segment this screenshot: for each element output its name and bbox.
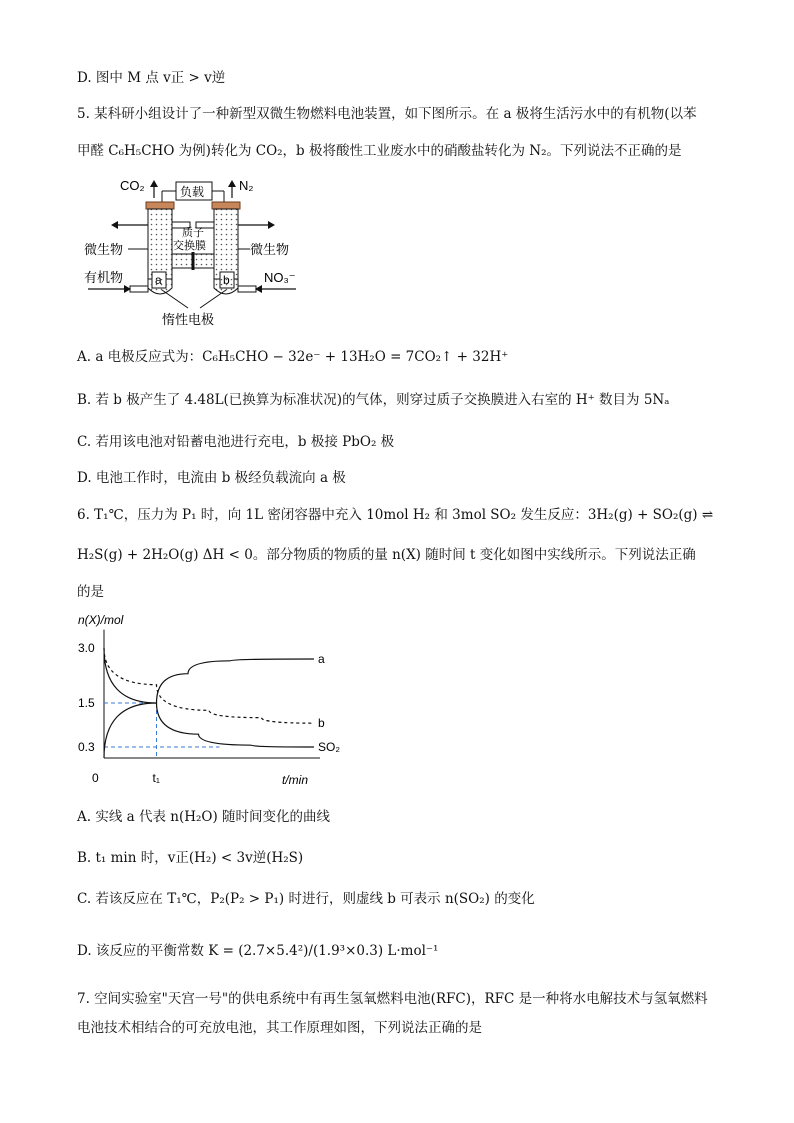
- series-line-0: [104, 659, 314, 758]
- q5-stem-line1: 5. 某科研小组设计了一种新型双微生物燃料电池装置，如下图所示。在 a 极将生活污水中的有机物(以苯: [77, 106, 697, 122]
- x-tick-label: t₁: [152, 771, 160, 785]
- series-label-1: b: [318, 716, 325, 731]
- q5-option-d: D. 电池工作时，电流由 b 极经负载流向 a 极: [77, 470, 346, 486]
- y-axis-label: n(X)/mol: [78, 613, 124, 627]
- x-axis-label: t/min: [282, 773, 309, 787]
- co2-label: CO₂: [120, 178, 145, 193]
- q6-chart: [74, 610, 340, 792]
- q5-stem-line2: 甲醛 C₆H₅CHO 为例)转化为 CO₂，b 极将酸性工业废水中的硝酸盐转化为 N₂。下列说法不正确的是: [77, 143, 682, 159]
- membrane-label-2: 交换膜: [173, 240, 206, 252]
- q6-option-b: B. t₁ min 时，v正(H₂) < 3v逆(H₂S): [77, 850, 304, 866]
- membrane-label-1: 质子: [182, 227, 204, 239]
- microbe-right-label: 微生物: [250, 242, 290, 257]
- q7-stem-line2: 电池技术相结合的可充放电池，其工作原理如图，下列说法正确的是: [77, 1020, 482, 1036]
- q6-stem-line2: H₂S(g) + 2H₂O(g) ΔH < 0。部分物质的物质的量 n(X) 随时间 t 变化如图中实线所示。下列说法正确: [77, 547, 696, 563]
- q5-option-b: B. 若 b 极产生了 4.48L(已换算为标准状况)的气体，则穿过质子交换膜进入右室的 H⁺ 数目为 5Nₐ: [77, 392, 670, 408]
- series-label-2: SO₂: [318, 740, 340, 754]
- q5-option-c: C. 若用该电池对铅蓄电池进行充电，b 极接 PbO₂ 极: [77, 434, 395, 450]
- inert-electrode-label: 惰性电极: [162, 312, 215, 327]
- q4-option-d: D. 图中 M 点 v正 > v逆: [77, 70, 226, 86]
- y-tick-label: 1.5: [78, 696, 95, 710]
- series-line-2: [104, 648, 314, 747]
- q6-stem-line3: 的是: [77, 584, 104, 600]
- load-label: 负载: [180, 185, 205, 199]
- q6-option-a: A. 实线 a 代表 n(H₂O) 随时间变化的曲线: [77, 809, 331, 825]
- q5-option-a: A. a 电极反应式为：C₆H₅CHO − 32e⁻ + 13H₂O = 7CO₂↑ + 32H⁺: [77, 349, 509, 365]
- series-label-0: a: [318, 652, 325, 666]
- no3-label: NO₃⁻: [264, 270, 296, 285]
- fuel-cell-diagram: [84, 172, 314, 332]
- q6-option-d: D. 该反应的平衡常数 K = (2.7×5.4²)/(1.9³×0.3) L·mol⁻¹: [77, 943, 439, 959]
- microbe-left-label: 微生物: [84, 242, 124, 257]
- y-tick-label: 0.3: [78, 740, 95, 754]
- q6-option-c: C. 若该反应在 T₁℃，P₂(P₂ > P₁) 时进行，则虚线 b 可表示 n(SO₂) 的变化: [77, 891, 535, 907]
- q7-stem-line1: 7. 空间实验室"天宫一号"的供电系统中有再生氢氧燃料电池(RFC)，RFC 是一种将水电解技术与氢氧燃料: [77, 991, 708, 1007]
- n2-label: N₂: [239, 178, 254, 193]
- x-tick-label: 0: [92, 771, 99, 785]
- q6-stem-line1: 6. T₁℃，压力为 P₁ 时，向 1L 密闭容器中充入 10mol H₂ 和 3mol SO₂ 发生反应：3H₂(g) + SO₂(g) ⇌: [77, 507, 714, 523]
- organic-label: 有机物: [84, 270, 124, 285]
- y-tick-label: 3.0: [78, 641, 95, 655]
